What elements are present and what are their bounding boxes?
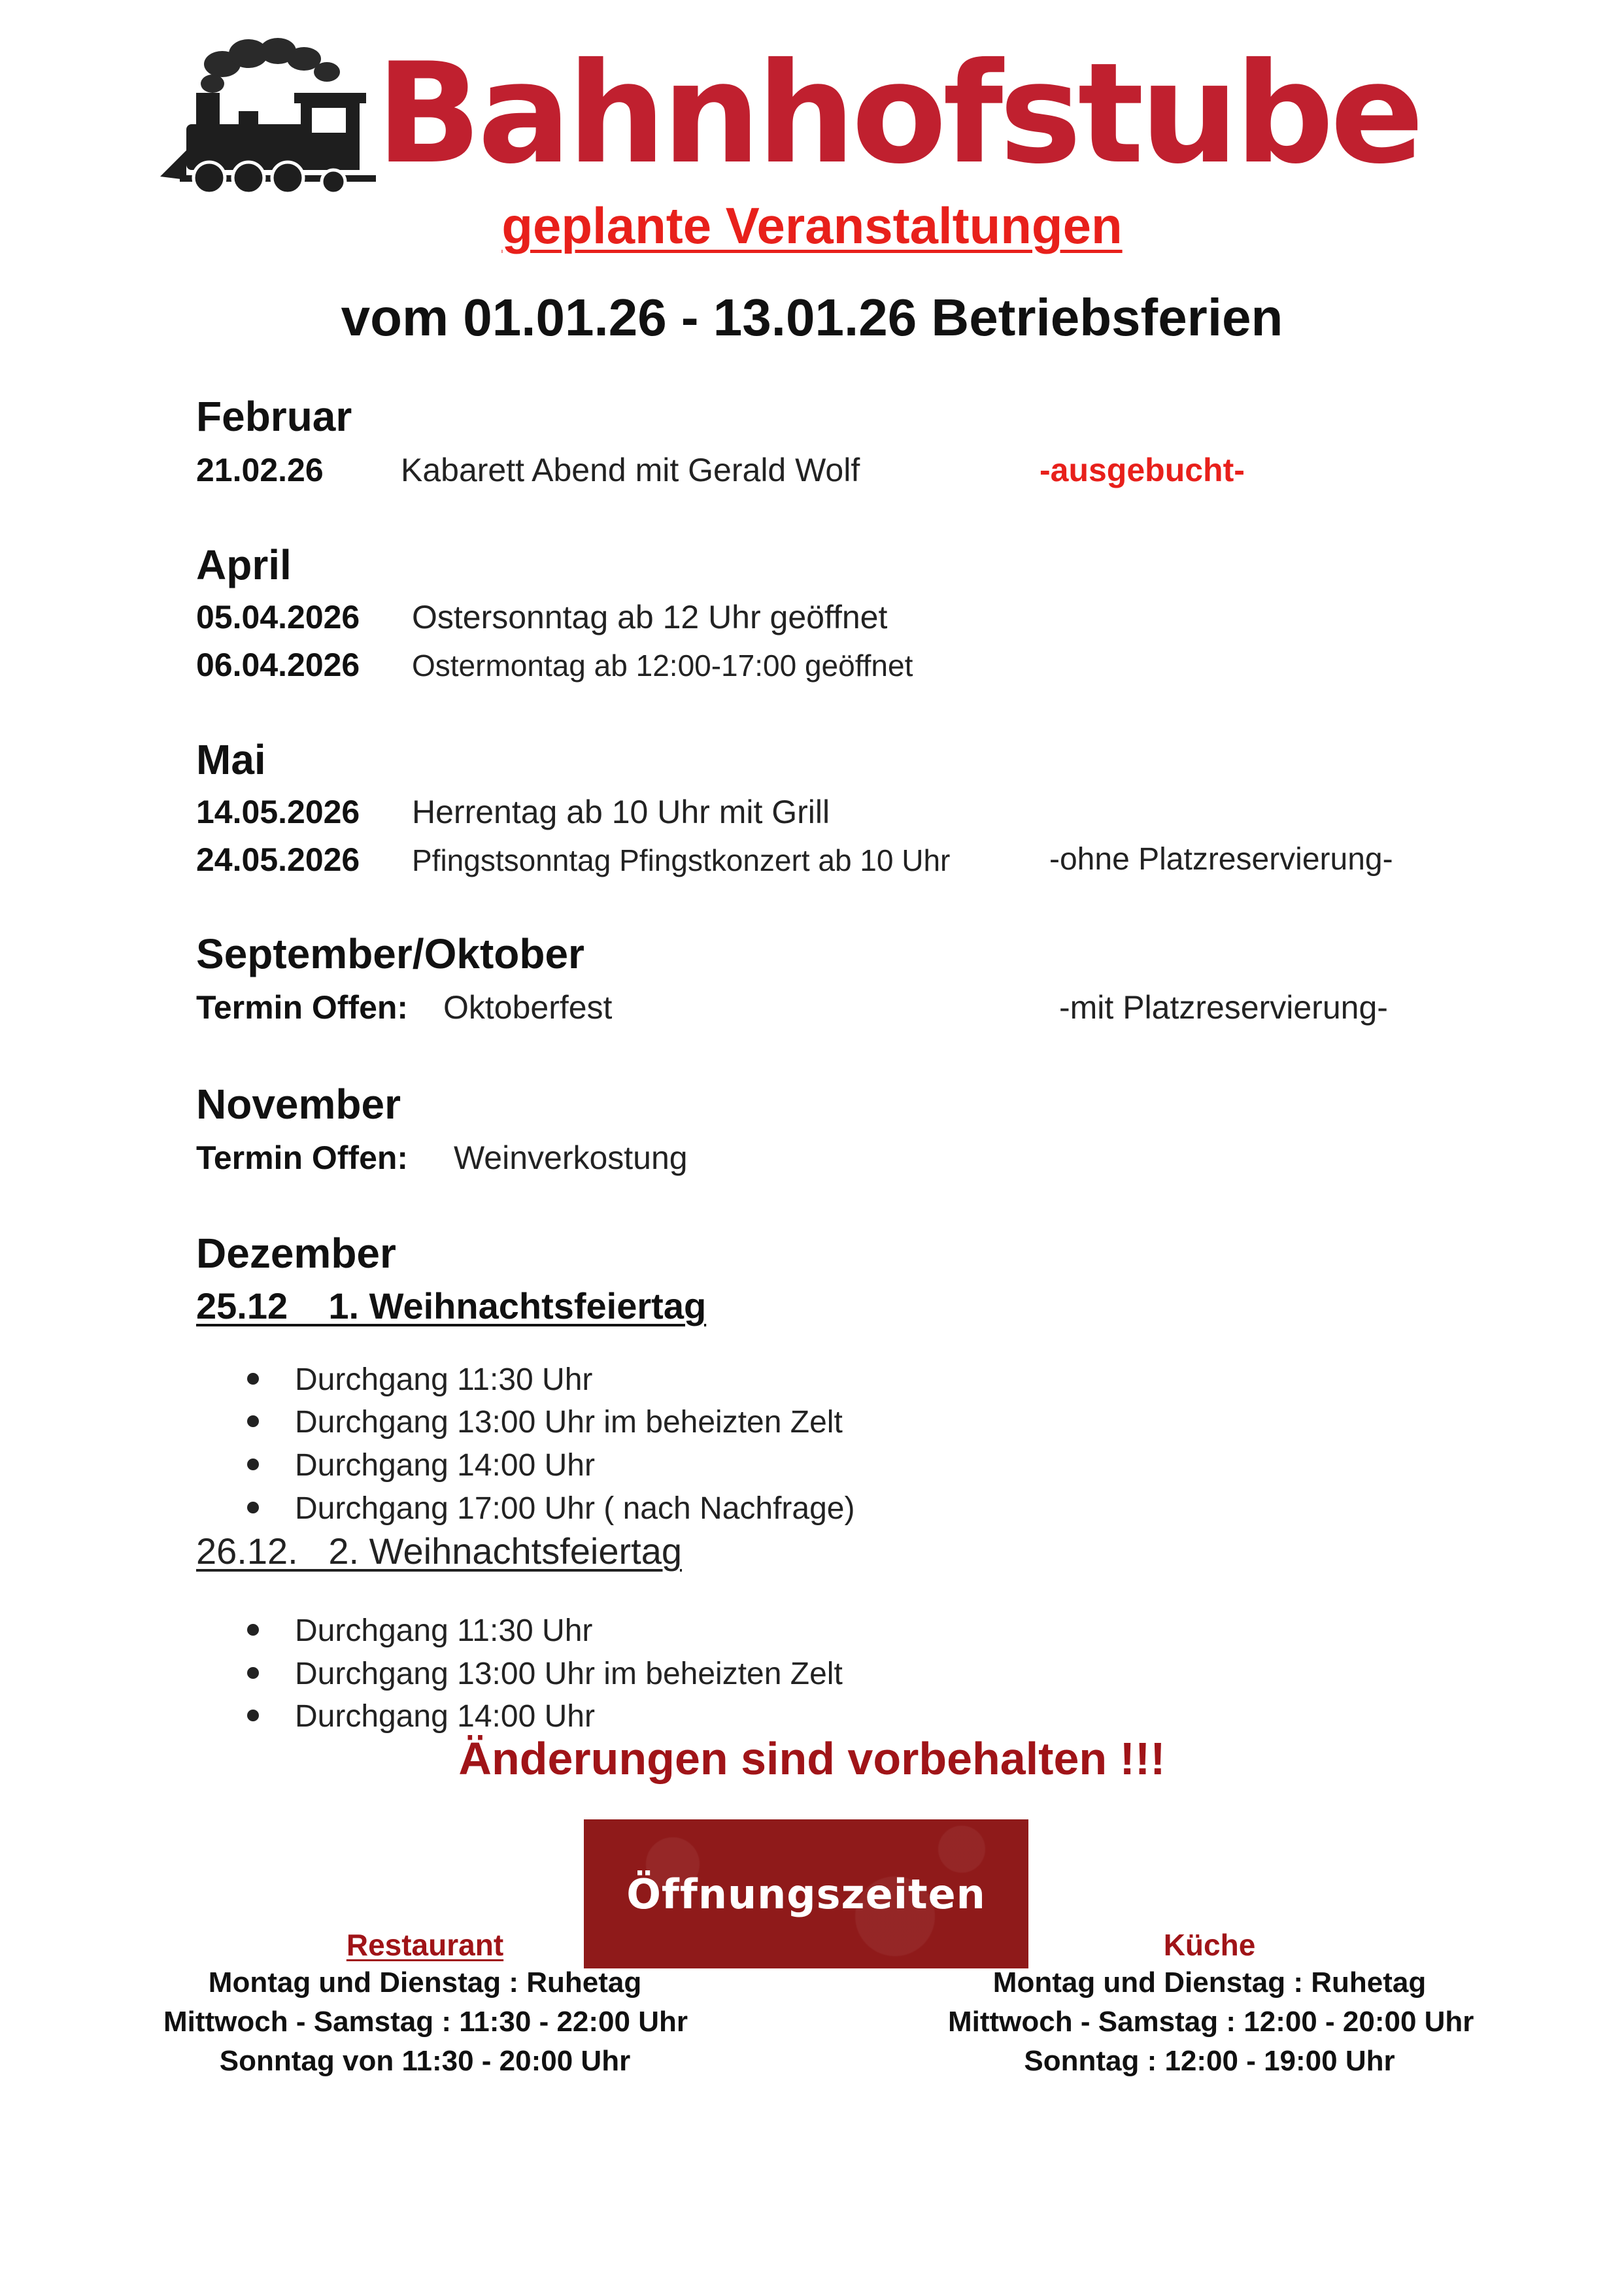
month-heading-april: April bbox=[196, 541, 292, 588]
event-date: Termin Offen: bbox=[196, 1139, 409, 1176]
list-item: Durchgang 11:30 Uhr bbox=[247, 1362, 592, 1398]
list-item: Durchgang 14:00 Uhr bbox=[247, 1698, 595, 1734]
kitchen-hours-line: Sonntag : 12:00 - 19:00 Uhr bbox=[1024, 2045, 1395, 2077]
event-date: Termin Offen: bbox=[196, 989, 409, 1026]
list-item: Durchgang 14:00 Uhr bbox=[247, 1447, 595, 1483]
event-date: 24.05.2026 bbox=[196, 841, 360, 878]
event-text: Oktoberfest bbox=[443, 989, 613, 1026]
restaurant-hours-line: Sonntag von 11:30 - 20:00 Uhr bbox=[219, 2045, 631, 2077]
event-status-booked: -ausgebucht- bbox=[1040, 452, 1245, 488]
event-date: 14.05.2026 bbox=[196, 794, 360, 830]
steam-locomotive-icon bbox=[160, 33, 382, 196]
list-item: Durchgang 13:00 Uhr im beheizten Zelt bbox=[247, 1404, 843, 1440]
bullet-icon bbox=[247, 1459, 259, 1470]
event-text: Herrentag ab 10 Uhr mit Grill bbox=[412, 794, 830, 830]
bullet-icon bbox=[247, 1624, 259, 1636]
restaurant-heading: Restaurant bbox=[346, 1928, 504, 1962]
month-heading-februar: Februar bbox=[196, 393, 352, 440]
list-item: Durchgang 13:00 Uhr im beheizten Zelt bbox=[247, 1656, 843, 1692]
restaurant-hours-line: Montag und Dienstag : Ruhetag bbox=[208, 1966, 642, 1999]
month-heading-mai: Mai bbox=[196, 736, 266, 783]
bullet-icon bbox=[247, 1415, 259, 1427]
bullet-icon bbox=[247, 1373, 259, 1385]
event-date: 06.04.2026 bbox=[196, 647, 360, 683]
month-heading-november: November bbox=[196, 1081, 401, 1128]
opening-hours-title: Öffnungszeiten bbox=[626, 1870, 986, 1918]
event-text: Ostersonntag ab 12 Uhr geöffnet bbox=[412, 599, 888, 635]
disclaimer: Änderungen sind vorbehalten !!! bbox=[458, 1733, 1166, 1784]
kitchen-hours-line: Montag und Dienstag : Ruhetag bbox=[992, 1966, 1427, 1999]
restaurant-hours-line: Mittwoch - Samstag : 11:30 - 22:00 Uhr bbox=[163, 2006, 688, 2038]
month-heading-dezember: Dezember bbox=[196, 1230, 396, 1277]
event-date: 21.02.26 bbox=[196, 452, 324, 488]
event-text: Kabarett Abend mit Gerald Wolf bbox=[401, 452, 860, 488]
list-item: Durchgang 17:00 Uhr ( nach Nachfrage) bbox=[247, 1491, 854, 1527]
holiday-heading-1: 25.12 1. Weihnachtsfeiertag bbox=[196, 1285, 707, 1326]
kitchen-hours-line: Mittwoch - Samstag : 12:00 - 20:00 Uhr bbox=[948, 2006, 1474, 2038]
kitchen-heading: Küche bbox=[1163, 1928, 1256, 1962]
event-text: Pfingstsonntag Pfingstkonzert ab 10 Uhr bbox=[412, 843, 951, 877]
holiday-heading-2: 26.12. 2. Weihnachtsfeiertag bbox=[196, 1530, 682, 1572]
month-heading-september-oktober: September/Oktober bbox=[196, 930, 584, 977]
event-note: -ohne Platzreservierung- bbox=[1049, 842, 1393, 877]
bullet-icon bbox=[247, 1667, 259, 1679]
event-text: Weinverkostung bbox=[454, 1139, 688, 1176]
brand-name: Bahnhofstube bbox=[376, 33, 1421, 194]
list-item: Durchgang 11:30 Uhr bbox=[247, 1613, 592, 1649]
closure-period: vom 01.01.26 - 13.01.26 Betriebsferien bbox=[341, 288, 1283, 346]
event-date: 05.04.2026 bbox=[196, 599, 360, 635]
bullet-icon bbox=[247, 1710, 259, 1721]
event-note: -mit Platzreservierung- bbox=[1059, 989, 1388, 1026]
logo bbox=[160, 33, 1421, 203]
event-text: Ostermontag ab 12:00-17:00 geöffnet bbox=[412, 649, 913, 683]
page-subtitle: geplante Veranstaltungen bbox=[501, 197, 1123, 254]
bullet-icon bbox=[247, 1502, 259, 1513]
